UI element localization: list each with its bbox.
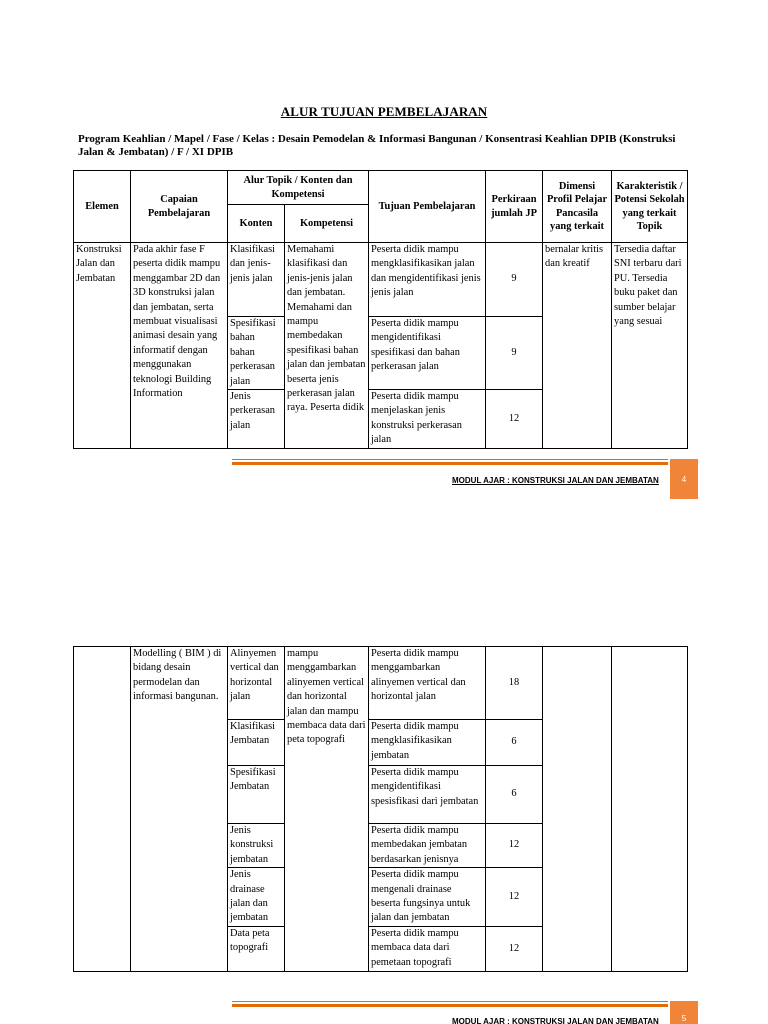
tujuan-cell: Peserta didik mampu menjelaskan jenis konstruksi perkerasan jalan xyxy=(369,390,486,449)
footer-rule xyxy=(232,1004,668,1007)
header-alur: Alur Topik / Konten dan Kompetensi xyxy=(228,171,369,205)
jp-cell: 6 xyxy=(486,720,543,766)
karakteristik-cell xyxy=(612,647,688,972)
konten-cell: Alinyemen vertical dan horizontal jalan xyxy=(228,647,285,720)
dimensi-cell: bernalar kritis dan kreatif xyxy=(543,243,612,449)
tujuan-cell: Peserta didik mampu menggambarkan alinyemen vertical dan horizontal jalan xyxy=(369,647,486,720)
kompetensi-cell: mampu menggambarkan alinyemen vertical dan horizontal jalan dan mampu membaca data dari peta topografi xyxy=(285,647,369,972)
jp-cell: 12 xyxy=(486,824,543,868)
footer-rule xyxy=(232,462,668,465)
tujuan-cell: Peserta didik mampu membaca data dari pemetaan topografi xyxy=(369,926,486,971)
header-capaian: Capaian Pembelajaran xyxy=(131,171,228,243)
konten-cell: Jenis perkerasan jalan xyxy=(228,390,285,449)
table-row xyxy=(74,647,688,720)
header-konten: Konten xyxy=(228,205,285,243)
header-dimensi: Dimensi Profil Pelajar Pancasila yang terkait xyxy=(543,171,612,243)
konten-cell: Klasifikasi Jembatan xyxy=(228,720,285,766)
footer-module-title: MODUL AJAR : KONSTRUKSI JALAN DAN JEMBATAN xyxy=(452,476,659,485)
kompetensi-cell: Memahami klasifikasi dan jenis-jenis jalan dan jembatan. Memahami dan mampu membedakan spesifikasi bahan jalan dan jembatan beserta jenis perkerasan jalan raya. Peserta didik xyxy=(285,243,369,449)
program-subtitle: Program Keahlian / Mapel / Fase / Kelas : Desain Pemodelan & Informasi Bangunan / Konsentrasi Keahlian DPIB (Konstruksi Jalan & Jembatan) / F / XI DPIB xyxy=(78,133,676,158)
jp-cell: 6 xyxy=(486,766,543,824)
header-elemen: Elemen xyxy=(74,171,131,243)
tujuan-cell: Peserta didik mampu mengklasifikasikan jalan dan mengidentifikasi jenis jenis jalan xyxy=(369,243,486,317)
karakteristik-cell: Tersedia daftar SNI terbaru dari PU. Tersedia buku paket dan sumber belajar yang sesuai xyxy=(612,243,688,449)
footer-module-title: MODUL AJAR : KONSTRUKSI JALAN DAN JEMBATAN xyxy=(452,1017,659,1024)
page-number-badge: 4 xyxy=(670,459,698,499)
page-title: ALUR TUJUAN PEMBELAJARAN xyxy=(280,104,488,119)
tujuan-cell: Peserta didik mampu mengidentifikasi spesisfikasi dari jembatan xyxy=(369,766,486,824)
jp-cell: 12 xyxy=(486,868,543,927)
learning-path-table-page-2 xyxy=(73,646,688,972)
konten-cell: Spesifikasi Jembatan xyxy=(228,766,285,824)
footer-rule xyxy=(232,459,668,460)
header-karakteristik: Karakteristik / Potensi Sekolah yang terkait Topik xyxy=(612,171,688,243)
konten-cell: Data peta topografi xyxy=(228,926,285,971)
dimensi-cell xyxy=(543,647,612,972)
konten-cell: Klasifikasi dan jenis-jenis jalan xyxy=(228,243,285,317)
konten-cell: Jenis konstruksi jembatan xyxy=(228,824,285,868)
konten-cell: Spesifikasi bahan bahan perkerasan jalan xyxy=(228,317,285,390)
capaian-cell: Pada akhir fase F peserta didik mampu menggambar 2D dan 3D konstruksi jalan dan jembatan, serta membuat visualisasi animasi desain yang informatif dengan menggunakan teknologi Building Information xyxy=(131,243,228,449)
footer-rule xyxy=(232,1001,668,1002)
header-jp: Perkiraan jumlah JP xyxy=(486,171,543,243)
tujuan-cell: Peserta didik mampu mengklasifikasikan jembatan xyxy=(369,720,486,766)
table-row xyxy=(74,243,688,317)
konten-cell: Jenis drainase jalan dan jembatan xyxy=(228,868,285,927)
learning-path-table-page-1 xyxy=(73,170,688,449)
header-tujuan: Tujuan Pembelajaran xyxy=(369,171,486,243)
elemen-cell: Konstruksi Jalan dan Jembatan xyxy=(74,243,131,449)
tujuan-cell: Peserta didik mampu mengenali drainase beserta fungsinya untuk jalan dan jembatan xyxy=(369,868,486,927)
jp-cell: 12 xyxy=(486,390,543,449)
jp-cell: 12 xyxy=(486,926,543,971)
jp-cell: 18 xyxy=(486,647,543,720)
header-kompetensi: Kompetensi xyxy=(285,205,369,243)
elemen-cell xyxy=(74,647,131,972)
jp-cell: 9 xyxy=(486,243,543,317)
page-number-badge: 5 xyxy=(670,1001,698,1024)
capaian-cell: Modelling ( BIM ) di bidang desain permodelan dan informasi bangunan. xyxy=(131,647,228,972)
tujuan-cell: Peserta didik mampu membedakan jembatan berdasarkan jenisnya xyxy=(369,824,486,868)
jp-cell: 9 xyxy=(486,317,543,390)
tujuan-cell: Peserta didik mampu mengidentifikasi spesifikasi dan bahan perkerasan jalan xyxy=(369,317,486,390)
